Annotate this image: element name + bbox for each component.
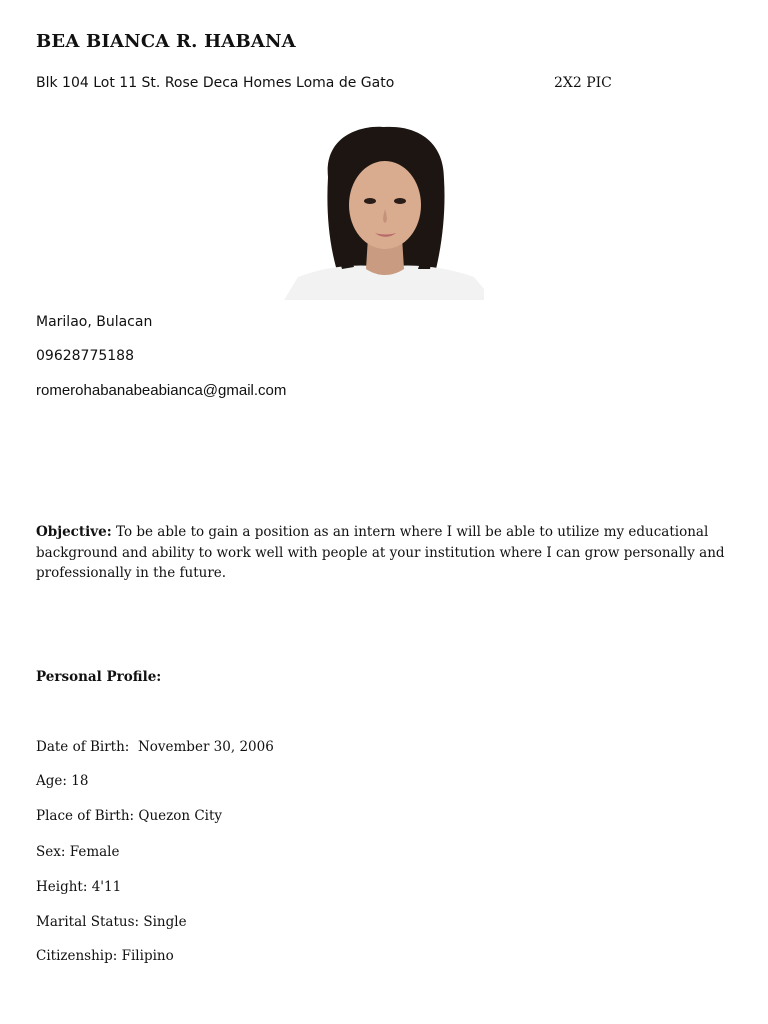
personal-profile-heading: Personal Profile:: [36, 669, 162, 685]
profile-label: Place of Birth:: [36, 808, 135, 824]
profile-value: Single: [143, 914, 187, 930]
profile-label: Age:: [36, 773, 67, 789]
photo-label: 2X2 PIC: [554, 75, 612, 91]
profile-row-age: [36, 773, 88, 789]
address-city: Marilao, Bulacan: [36, 314, 153, 330]
profile-label: Citizenship:: [36, 948, 118, 964]
profile-label: Date of Birth:: [36, 739, 130, 755]
profile-value: 4'11: [91, 879, 122, 895]
profile-row-height: [36, 879, 121, 895]
profile-label: Sex:: [36, 844, 66, 860]
profile-row-citizenship: [36, 948, 174, 964]
applicant-name: BEA BIANCA R. HABANA: [36, 31, 296, 52]
profile-value: Filipino: [121, 948, 174, 964]
phone-number: 09628775188: [36, 348, 134, 364]
profile-row-place-of-birth: [36, 808, 222, 824]
profile-row-date-of-birth: [36, 739, 274, 755]
address-line: Blk 104 Lot 11 St. Rose Deca Homes Loma de Gato: [36, 75, 395, 91]
profile-value: November 30, 2006: [137, 739, 274, 755]
profile-value: Female: [69, 844, 120, 860]
profile-row-marital-status: [36, 914, 187, 930]
profile-label: Marital Status:: [36, 914, 140, 930]
profile-value: 18: [71, 773, 89, 789]
portrait-image: [284, 117, 484, 300]
email-address: romerohabanabeabianca@gmail.com: [36, 382, 287, 399]
objective-paragraph: [36, 522, 726, 584]
profile-label: Height:: [36, 879, 88, 895]
profile-value: Quezon City: [138, 808, 223, 824]
objective-text: To be able to gain a position as an intern where I will be able to utilize my educational background and ability to work well with people at your institution where I can grow personally and professionally in the future.: [36, 524, 725, 581]
profile-row-sex: [36, 844, 119, 860]
objective-label: Objective:: [36, 524, 112, 540]
applicant-photo: [284, 117, 484, 300]
